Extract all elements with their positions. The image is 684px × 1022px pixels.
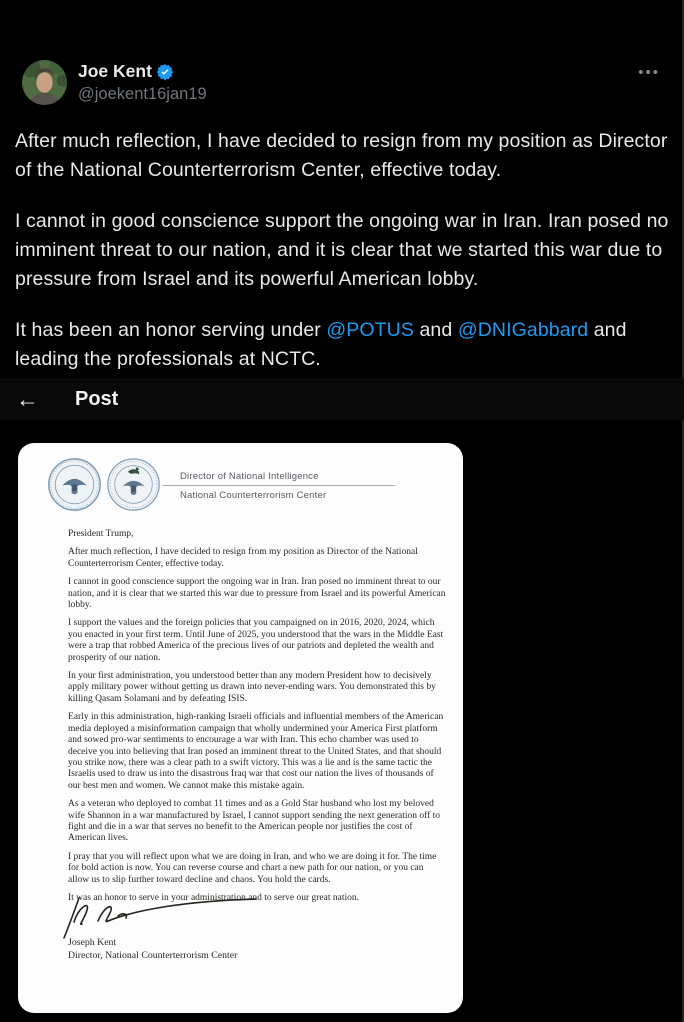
letterhead-seals [47, 457, 161, 512]
more-icon: ••• [638, 64, 660, 81]
signer-block [68, 937, 237, 962]
letterhead-line2: National Counterterrorism Center [180, 490, 327, 501]
letter-paragraph: I pray that you will reflect upon what we are doing in Iran, and who we are doing it for. The time for bold action is now. You can reverse course and chart a new path for our nation, or you can allow us to slip further toward decline and chaos. You hold the cards. [68, 851, 437, 885]
letter-paragraph: It was an honor to serve in your administration and to serve our great nation. [68, 892, 359, 903]
letter-paragraph: After much reflection, I have decided to resign from my position as Director of the National Counterterrorism Center, effective today. [68, 547, 418, 569]
letter-paragraph: Early in this administration, high-ranking Israeli officials and influential members of the American media deployed a misinformation campaign that wholly undermined your America First platform and sowed pro-war sentiments to encourage a war with Iran. This echo chamber was used to deceive you into believing that Iran posed an imminent threat to the United States, and that should you strike now, there was a clear path to a swift victory. This was a lie and is the same tactic the Israelis used to draw us into the disastrous Iraq war that cost our nation the lives of thousands of our best men and women. We cannot make this mistake again. [68, 712, 444, 791]
identity-block [78, 60, 207, 105]
name-row [78, 61, 207, 82]
letter-paragraph: In your first administration, you understood better than any modern President how to decisively apply military power without getting us drawn into never-ending wars. You demonstrated this by killing Qasam Solamani and by defeating ISIS. [68, 671, 436, 704]
letter-paragraph: I support the values and the foreign policies that you campaigned on in 2016, 2020, 2024, which you enacted in your first term. Until June of 2025, you understood that the wars in the Middle East were a trap that robbed America of the precious lives of our patriots and depleted the wealth and prosperity of our nation. [68, 618, 444, 663]
author-name[interactable]: Joe Kent [78, 61, 152, 81]
letter-paragraph: As a veteran who deployed to combat 11 times and as a Gold Star husband who lost my beloved wife Shannon in a war manufactured by Israel, I cannot support sending the next generation off to fight and die in a war that serves no benefit to the American people nor justifies the cost of American lives. [68, 799, 441, 844]
more-button[interactable] [638, 64, 660, 81]
author-handle[interactable]: @joekent16jan19 [78, 85, 207, 103]
tweet-text [15, 127, 673, 378]
letter-paragraph: I cannot in good conscience support the ongoing war in Iran. Iran posed no imminent threat to our nation, and it is clear that we started this war due to pressure from Israel and its powerful American lobby. [68, 577, 446, 611]
page-title: Post [75, 387, 119, 410]
tweet-paragraph [15, 127, 673, 185]
nctc-seal-icon [106, 457, 161, 512]
tweet-text-segment: and [413, 319, 458, 341]
mention-link[interactable]: @POTUS [326, 319, 414, 341]
avatar[interactable] [22, 60, 67, 105]
tweet-paragraph [15, 316, 673, 374]
verified-badge-icon [156, 63, 174, 81]
signature [60, 888, 270, 940]
signer-name: Joseph Kent [68, 937, 117, 948]
tweet-text-segment: After much reflection, I have decided to resign from my position as Director of the National Counterterrorism Center, effective today. [15, 130, 668, 181]
mention-link[interactable]: @DNIGabbard [457, 319, 589, 341]
tweet-paragraph [15, 207, 673, 294]
back-button[interactable] [16, 385, 39, 412]
post-nav-bar [0, 378, 684, 420]
signer-title: Director, National Counterterrorism Center [68, 949, 238, 961]
letterhead-line1: Director of National Intelligence [163, 471, 395, 486]
letter-body [68, 529, 446, 911]
tweet-text-segment: I cannot in good conscience support the ongoing war in Iran. Iran posed no imminent threat to our nation, and it is clear that we started this war due to pressure from Israel and its powerful American lobby. [15, 210, 669, 290]
dni-seal-icon [47, 457, 102, 512]
tweet-text-segment: and leading the professionals at NCTC. [15, 319, 627, 370]
tweet-text-segment: It has been an honor serving under [15, 319, 327, 341]
letterhead [163, 471, 395, 501]
back-arrow-icon: ← [16, 385, 39, 412]
tweet-header [22, 60, 668, 105]
letter-image[interactable] [18, 443, 463, 1013]
letter-salutation: President Trump, [68, 529, 134, 539]
avatar-photo [22, 60, 67, 105]
